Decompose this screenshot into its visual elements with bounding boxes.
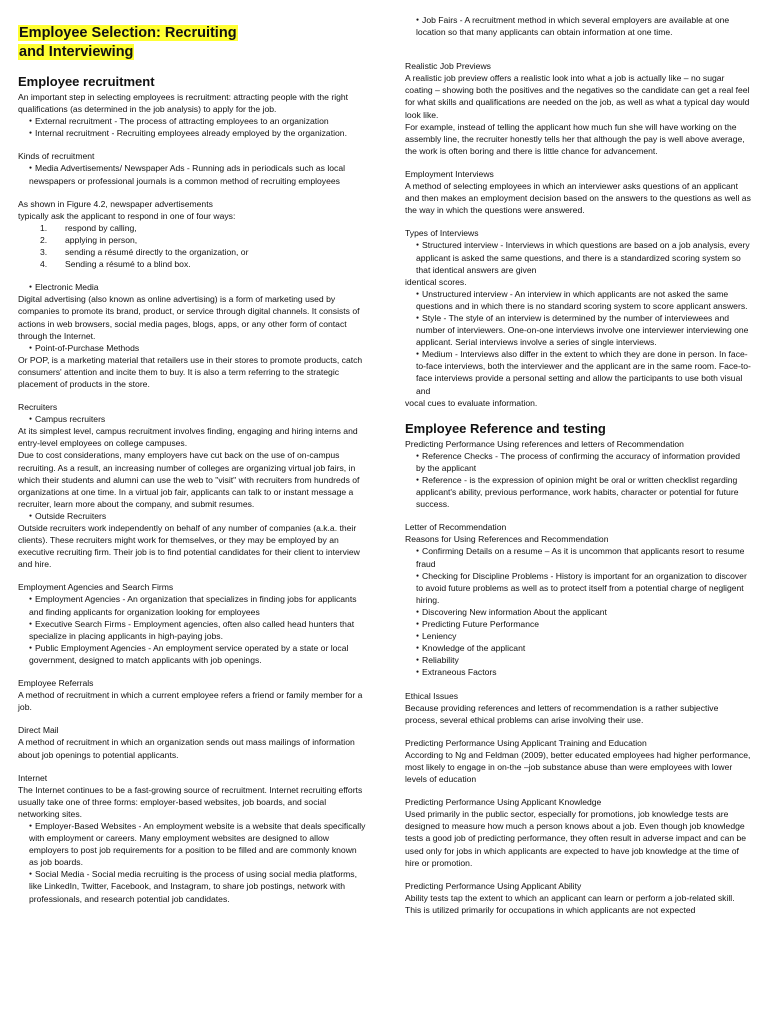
paragraph: The Internet continues to be a fast-growing source of recruitment. Internet recruiting efforts usually take one of three forms: employer-based websites, job boards, and social networking sites.	[18, 784, 363, 819]
bullet-item: ● Public Employment Agencies - An employment service operated by a state or local government, designed to match applicants with job openings.	[18, 642, 366, 666]
bullet-item: ● Style - The style of an interview is determined by the number of interviewees and number of interviewers. One-on-one interviews involve one interviewer interviewing one applicant. Serial interviews involve a series of single interviews.	[405, 312, 751, 348]
bullet-item: ● Campus recruiters	[18, 413, 366, 425]
subsection-heading: Direct Mail	[18, 725, 59, 736]
bullet-item: ● Executive Search Firms - Employment agencies, often also called head hunters that specialize in placing applicants in high-paying jobs.	[18, 618, 366, 642]
right-column	[405, 14, 751, 916]
bullet-item: ● Reference - is the expression of opinion might be oral or written checklist regarding applicant's ability, previous performance, work habits, character or potential for future success.	[405, 474, 751, 510]
paragraph: For example, instead of telling the applicant how much fun she will have working on the assembly line, the recruiter honestly tells her that although the pay is well above average, the work is often boring and there is little chance for advancement.	[405, 121, 745, 156]
bullet-item: ● Structured interview - Interviews in which questions are based on a job analysis, every applicant is asked the same questions, and there is a standardized scoring system so that identical answers are given	[405, 239, 751, 275]
bullet-item: ● Reference Checks - The process of confirming the accuracy of information provided by the applicant	[405, 450, 751, 474]
paragraph: At its simplest level, campus recruitment involves finding, engaging and hiring interns and entry-level employees on college campuses.	[18, 426, 358, 449]
paragraph: Digital advertising (also known as online advertising) is a form of marketing used by companies to promote its brand, product, or service through digital channels. It consists of actions in web browsers, social media pages, blogs, apps, or any other form of contact through the Internet.	[18, 294, 360, 341]
bullet-item: ● Medium - Interviews also differ in the extent to which they are done in person. In face-to-face interviews, both the interviewer and the applicant are in the same room. Face-to-face interviews provide a personal setting and allow the participants to use both visual and	[405, 348, 751, 396]
spacer	[18, 187, 366, 198]
item-number: 2.	[40, 234, 48, 245]
bullet-item: ● Confirming Details on a resume – As it is uncommon that applicants resort to resume fraud	[405, 545, 751, 569]
paragraph: Due to cost considerations, many employers have cut back on the use of on-campus recruiting. As a result, an increasing number of colleges are organizing virtual job fairs, in which their students and alumni can use the web to "visit" with recruiters from hundreds of organizations at one time. In a virtual job fair, applicants can talk to or instant message a recruiter, learn more about the company, and submit resumes.	[18, 450, 360, 509]
numbered-item	[18, 258, 366, 270]
bullet-item: ● Media Advertisements/ Newspaper Ads - Running ads in periodicals such as local newspapers or professional journals is a common method of recruiting employees	[18, 162, 366, 186]
item-text: applying in person,	[65, 234, 138, 245]
bullet-item: ● Knowledge of the applicant	[405, 642, 751, 654]
bullet-item: ● Checking for Discipline Problems - History is important for an organization to discover to avoid future problems as well as to protect itself from a potential charge of negligent hiring.	[405, 570, 751, 606]
bullet-item: ● Point-of-Purchase Methods	[18, 342, 366, 354]
paragraph: Used primarily in the public sector, especially for promotions, job knowledge tests are designed to measure how much a person knows about a job. Even though job knowledge tests a good job of predicting performance, they often result in adverse impact and can be used only for jobs in which applicants are expected to have job knowledge at the time of hire or promotion.	[405, 809, 747, 868]
paragraph: typically ask the applicant to respond in one of four ways:	[18, 210, 236, 221]
bullet-item: ● Leniency	[405, 630, 751, 642]
subsection-heading: Realistic Job Previews	[405, 61, 491, 72]
item-text: Sending a résumé to a blind box.	[65, 259, 191, 270]
paragraph: An important step in selecting employees is recruitment: attracting people with the right qualifications (as determined in the job analysis) to apply for the job.	[18, 92, 349, 115]
bullet-item: ● Social Media - Social media recruiting is the process of using social media platforms, like LinkedIn, Twitter, Facebook, and Instagram, to share job postings, network with professionals, and research potential job candidates.	[18, 868, 366, 904]
bullet-item: ● Reliability	[405, 654, 751, 666]
subsection-heading: Internet	[18, 772, 48, 783]
paragraph: A method of recruitment in which an organization sends out mass mailings of information about job openings to potential applicants.	[18, 737, 355, 760]
paragraph: Or POP, is a marketing material that retailers use in their stores to promote products, catch consumers' attention and incite them to buy. It is also a term referring to the strategic placement of products in the store.	[18, 354, 363, 389]
paragraph: A method of selecting employees in which an interviewer asks questions of an applicant and then makes an employment decision based on the answers to the questions as well as the way in which the questions were answered.	[405, 181, 751, 216]
subsection-heading: Predicting Performance Using Applicant Training and Education	[405, 737, 647, 748]
paragraph: A realistic job preview offers a realistic look into what a job is actually like – no sugar coating – showing both the positives and the negatives so the candidate can get a real feel for what skills and qualifications are needed on the job, as well as what a typical day would look like.	[405, 73, 750, 120]
bullet-item: ● Job Fairs - A recruitment method in which several employers are available at one location so that many applicants can obtain information at one time.	[405, 14, 751, 38]
subsection-heading: Ethical Issues	[405, 690, 459, 701]
bullet-item: ● Employment Agencies - An organization that specializes in finding jobs for applicants and finding applicants for organization looking for employees	[18, 593, 366, 617]
bullet-item: ● Predicting Future Performance	[405, 618, 751, 630]
paragraph: identical scores.	[405, 276, 467, 287]
section-heading: Employee recruitment	[18, 74, 155, 89]
paragraph: According to Ng and Feldman (2009), better educated employees had higher performance, most likely to engage in on-the –job substance abuse than were employees with lower levels of education	[405, 749, 751, 785]
item-number: 4.	[40, 259, 48, 270]
bullet-item: ● Unstructured interview - An interview in which applicants are not asked the same questions and in which there is no standard scoring system to score applicant answers.	[405, 288, 751, 312]
bullet-item: ● Extraneous Factors	[405, 666, 751, 678]
paragraph: Because providing references and letters of recommendation is a rather subjective process, several ethical problems can arise involving their use.	[405, 702, 719, 725]
subsection-heading: Predicting Performance Using Applicant Ability	[405, 880, 582, 891]
bullet-item: ● Employer-Based Websites - An employment website is a website that deals specifically with employment or careers. Many employment websites are designed to allow employers to post job requirements for a position to be filled and are commonly known as job boards.	[18, 820, 366, 868]
bullet-item: ● Electronic Media	[18, 281, 366, 293]
item-text: sending a résumé directly to the organization, or	[65, 247, 249, 258]
bullet-item: ● External recruitment - The process of attracting employees to an organization	[18, 115, 366, 127]
subsection-heading: Kinds of recruitment	[18, 151, 95, 162]
bullet-item: ● Discovering New information About the applicant	[405, 606, 751, 618]
subsection-heading: Letter of Recommendation	[405, 522, 507, 533]
document-title	[18, 24, 366, 43]
bullet-item: ● Outside Recruiters	[18, 510, 366, 522]
numbered-item	[18, 222, 366, 234]
subsection-heading: Employee Referrals	[18, 678, 94, 689]
paragraph: Predicting Performance Using references and letters of Recommendation	[405, 438, 684, 449]
spacer	[18, 270, 366, 281]
item-text: respond by calling,	[65, 222, 137, 233]
paragraph: As shown in Figure 4.2, newspaper advertisements	[18, 198, 213, 209]
section-heading: Employee Reference and testing	[405, 420, 606, 436]
bullet-item: ● Internal recruitment - Recruiting employees already employed by the organization.	[18, 127, 366, 139]
left-column	[18, 0, 366, 905]
paragraph: A method of recruitment in which a current employee refers a friend or family member for a job.	[18, 690, 363, 713]
subsection-heading: Employment Interviews	[405, 168, 494, 179]
paragraph: Ability tests tap the extent to which an applicant can learn or perform a job-related skill. This is utilized primarily for occupations in which applicants are not expected	[405, 892, 735, 915]
document-title	[18, 43, 366, 62]
spacer	[405, 38, 751, 49]
numbered-item	[18, 234, 366, 246]
subsection-heading: Types of Interviews	[405, 228, 479, 239]
subsection-heading: Recruiters	[18, 402, 58, 413]
subsection-heading: Employment Agencies and Search Firms	[18, 582, 174, 593]
document-title-text: and Interviewing	[19, 44, 134, 60]
subsection-heading: Predicting Performance Using Applicant Knowledge	[405, 797, 602, 808]
numbered-item	[18, 246, 366, 258]
item-number: 1.	[40, 222, 48, 233]
paragraph: Outside recruiters work independently on behalf of any number of companies (a.k.a. their clients). These recruiters might work for themselves, or they may be employed by an executive recruiting firm. Their job is to find potential candidates for their client to interview and hire.	[18, 523, 360, 570]
item-number: 3.	[40, 247, 48, 258]
paragraph: vocal cues to evaluate information.	[405, 397, 538, 408]
document-title-text: Employee Selection: Recruiting	[19, 25, 237, 41]
paragraph: Reasons for Using References and Recommendation	[405, 534, 609, 545]
